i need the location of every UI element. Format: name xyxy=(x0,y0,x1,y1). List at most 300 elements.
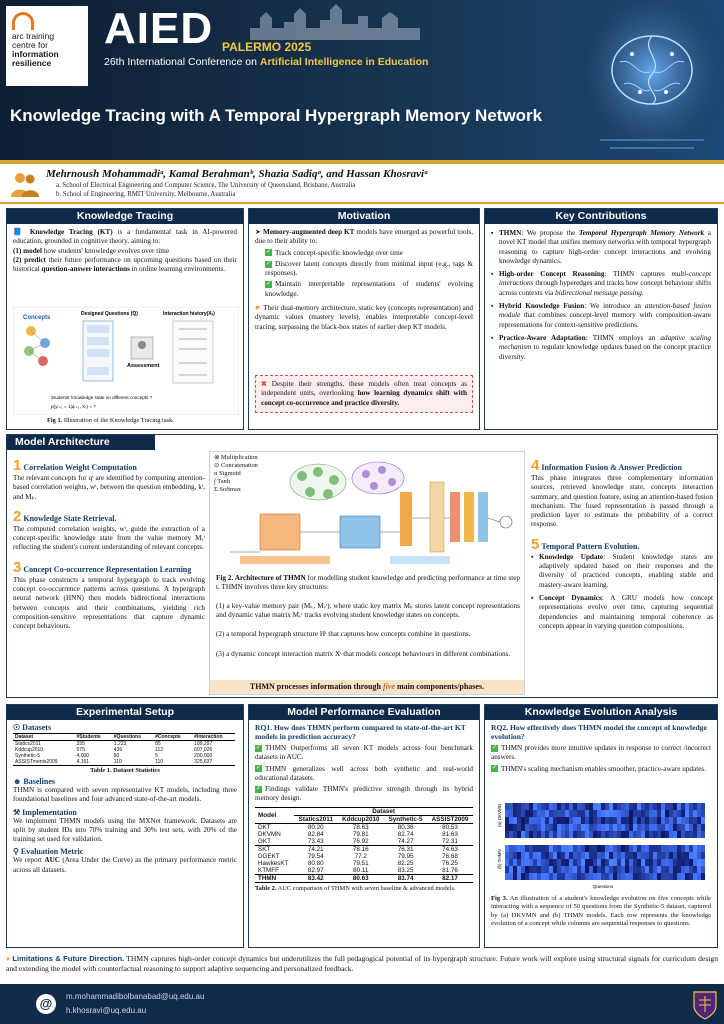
heatmap-cell xyxy=(689,831,693,838)
table2-caption xyxy=(249,883,479,895)
fig2-caption-rest: for modelling student knowledge and predicting performance at time step t. THMN involves three key structures: xyxy=(216,574,520,592)
table-cell: 83.25 xyxy=(397,866,414,874)
heatmap-a xyxy=(505,803,705,838)
heatmap-cell xyxy=(541,817,545,824)
heatmap-cell xyxy=(661,817,665,824)
heatmap-cell xyxy=(541,866,545,873)
email-link-2[interactable]: h.khosravi@uq.edu.au xyxy=(66,1006,147,1015)
limitations-body: THMN captures high-order concept dynamics but underutilizes the full pedagogical potential of its hypergraph structure. Future work will explore using structural signals for curriculum design and extending the model with counterfactual reasoning to support adaptive sequencing and personalized feedback. xyxy=(6,954,718,973)
heatmap-cell xyxy=(565,831,569,838)
table-cell: 82.97 xyxy=(307,866,324,874)
heatmap-cell xyxy=(673,845,677,852)
step-4-text: This phase integrates three complementary information sources, retrieved knowledge state, concepts interaction summary, and question feature, using an attention-based fusion mechanism. The fused representation is passed through a prediction layer to estimate the probability of a correct response. xyxy=(531,474,713,529)
heatmap-cell xyxy=(673,803,677,810)
heatmap-cell xyxy=(697,824,701,831)
heatmap-cell xyxy=(553,859,557,866)
table-cell: 4,000 xyxy=(76,753,90,759)
heatmap-cell xyxy=(549,817,553,824)
heatmap-cell xyxy=(593,824,597,831)
fig1-history-label: Interaction history(Xₜ) xyxy=(163,311,215,317)
kt-item2-end: in online learning environments. xyxy=(129,265,226,274)
email-icon: @ xyxy=(36,994,56,1014)
heatmap-cell xyxy=(653,803,657,810)
heatmap-cell xyxy=(557,824,561,831)
heatmap-cell xyxy=(697,845,701,852)
heatmap-cell xyxy=(541,873,545,880)
heatmap-cell xyxy=(505,831,509,838)
table-cell: DKT xyxy=(258,823,271,831)
heatmap-cell xyxy=(517,866,521,873)
heatmap-cell xyxy=(549,852,553,859)
heatmap-cell xyxy=(673,873,677,880)
heatmap-cell xyxy=(573,817,577,824)
heatmap-cell xyxy=(553,824,557,831)
heatmap-cell xyxy=(545,824,549,831)
fig3-caption xyxy=(491,895,711,929)
heatmap-cell xyxy=(693,852,697,859)
table-cell: Synthetic-5 xyxy=(15,753,41,759)
fig1-caption-text: Illustration of the Knowledge Tracing task. xyxy=(62,417,174,424)
heatmap-cell xyxy=(609,873,613,880)
heatmap-cell xyxy=(665,866,669,873)
sigmoid-icon: σ xyxy=(214,470,218,477)
heatmap-cell xyxy=(677,873,681,880)
heatmap-cell xyxy=(565,810,569,817)
heatmap-cell xyxy=(521,845,525,852)
heatmap-cell xyxy=(581,817,585,824)
heatmap-cell xyxy=(669,817,673,824)
heatmap-cell xyxy=(661,866,665,873)
heatmap-cell xyxy=(681,852,685,859)
implementation-text: We implement THMN models using the MXNet framework. Datasets are split by student IDs into 70% training and 30% test sets, with 20% of the training set used for validation. xyxy=(13,816,237,844)
table-cell: 74.21 xyxy=(307,845,324,853)
contribution-4-b: to regulate knowledge updates based on the concept practice diversity. xyxy=(499,343,711,361)
heatmap-cell xyxy=(609,810,613,817)
authors-bar xyxy=(0,160,724,204)
heatmap-cell xyxy=(685,852,689,859)
step-1-title xyxy=(13,457,205,474)
section-title-key-contributions: Key Contributions xyxy=(485,209,717,224)
heatmap-cell xyxy=(521,873,525,880)
heatmap-cell xyxy=(677,803,681,810)
heatmap-cell xyxy=(537,845,541,852)
section-title-knowledge-evolution: Knowledge Evolution Analysis xyxy=(485,705,717,720)
heatmap-cell xyxy=(665,831,669,838)
heatmap-cell xyxy=(697,817,701,824)
heatmap-cell xyxy=(701,845,705,852)
heatmap-cell xyxy=(681,845,685,852)
step-4-title-text: Information Fusion & Answer Prediction xyxy=(541,463,682,472)
heatmap-cell xyxy=(677,810,681,817)
check-icon xyxy=(265,281,272,288)
heatmap-cell xyxy=(525,810,529,817)
heatmap-cell xyxy=(513,810,517,817)
col-header: #Concepts xyxy=(155,734,181,740)
heatmap-cell xyxy=(621,824,625,831)
heatmap-cell xyxy=(621,845,625,852)
heatmap-cell xyxy=(541,845,545,852)
heatmap-cell xyxy=(641,859,645,866)
heatmap-cell xyxy=(529,817,533,824)
heatmap-cell xyxy=(685,845,689,852)
fig2-structure-1: (1) a key-value memory pair (Mₖ, Mᵥᵗ), where static key matrix Mₖ stores latent concept representations and dynamic value matrix Mᵥᵗ tracks evolving student knowledge states on concepts. xyxy=(216,602,520,620)
heatmap-cell xyxy=(565,845,569,852)
step-5-bullet-2 xyxy=(531,594,713,631)
heatmap-cell xyxy=(569,845,573,852)
col-header-model: Model xyxy=(258,811,277,819)
table-cell: 81.76 xyxy=(442,866,458,874)
heatmap-cell xyxy=(565,866,569,873)
heatmap-cell xyxy=(697,831,701,838)
heatmap-cell xyxy=(541,803,545,810)
heatmap-cell xyxy=(573,866,577,873)
motivation-intro-bold: Memory-augmented deep KT xyxy=(263,228,355,236)
heatmap-cell xyxy=(641,852,645,859)
heatmap-cell xyxy=(633,873,637,880)
heatmap-cell xyxy=(609,866,613,873)
step-5-bullet-1 xyxy=(531,553,713,590)
heatmap-cell xyxy=(537,831,541,838)
heatmap-cell xyxy=(669,803,673,810)
heatmap-cell xyxy=(613,852,617,859)
contribution-3-a: : We introduce an xyxy=(584,302,645,311)
heatmap-cell xyxy=(677,852,681,859)
heatmap-cell xyxy=(609,817,613,824)
heatmap-cell xyxy=(569,810,573,817)
motivation-check-2 xyxy=(249,258,479,279)
heatmap-cell xyxy=(513,803,517,810)
heatmap-cell xyxy=(561,817,565,824)
experimental-setup-panel xyxy=(6,704,244,948)
heatmap-cell xyxy=(701,803,705,810)
step-5-bullet-1-bold: Knowledge Update xyxy=(539,552,604,561)
heatmap-cell xyxy=(561,873,565,880)
heatmap-cell xyxy=(657,831,661,838)
heatmap-cell xyxy=(697,859,701,866)
heatmap-cell xyxy=(685,831,689,838)
heatmap-cell xyxy=(581,810,585,817)
heatmap-cell xyxy=(593,866,597,873)
table-cell: 83.42 xyxy=(307,874,324,882)
heatmap-cell xyxy=(565,852,569,859)
heatmap-cell xyxy=(549,803,553,810)
heatmap-cell xyxy=(513,859,517,866)
heatmap-cell xyxy=(521,810,525,817)
step-1-number: 1 xyxy=(13,457,22,474)
table-cell: 82.17 xyxy=(442,874,458,882)
heatmap-cell xyxy=(593,803,597,810)
heatmap-cell xyxy=(601,803,605,810)
heatmap-cell xyxy=(657,824,661,831)
heatmap-cell xyxy=(605,817,609,824)
heatmap-cell xyxy=(657,852,661,859)
limitations-text xyxy=(6,954,718,973)
heatmap-cell xyxy=(665,859,669,866)
heatmap-cell xyxy=(589,831,593,838)
heatmap-cell xyxy=(521,824,525,831)
heatmap-cell xyxy=(609,824,613,831)
email-link-1[interactable]: m.mohammadibolbanabad@uq.edu.au xyxy=(66,992,205,1001)
arrow-icon: ➤ xyxy=(255,228,262,236)
heatmap-cell xyxy=(521,866,525,873)
evaluation-text-bold: AUC xyxy=(44,856,60,865)
heatmap-cell xyxy=(565,817,569,824)
heatmap-cell xyxy=(633,824,637,831)
table-cell: 200,000 xyxy=(194,753,213,759)
heatmap-cell xyxy=(689,873,693,880)
heatmap-cell xyxy=(585,824,589,831)
five-components-banner xyxy=(210,680,524,694)
heatmap-cell xyxy=(557,873,561,880)
heatmap-cell xyxy=(661,859,665,866)
heatmap-cell xyxy=(601,831,605,838)
heatmap-cell xyxy=(653,824,657,831)
contribution-1-bold: THMN xyxy=(499,229,522,237)
heatmap-cell xyxy=(697,866,701,873)
col-header: Dataset xyxy=(15,734,34,740)
heatmap-cell xyxy=(577,845,581,852)
heatmap-cell xyxy=(521,852,525,859)
heatmap-cell xyxy=(521,803,525,810)
heatmap-cell xyxy=(649,810,653,817)
heatmap-cell xyxy=(617,852,621,859)
heatmap-cell xyxy=(517,831,521,838)
col-header: ASSIST2009 xyxy=(431,815,469,823)
heatmap-cell xyxy=(541,810,545,817)
model-architecture-panel xyxy=(6,434,718,698)
heatmap-cell xyxy=(525,859,529,866)
heatmap-cell xyxy=(561,831,565,838)
section-title-knowledge-tracing: Knowledge Tracing xyxy=(7,209,243,224)
evaluation-text xyxy=(13,856,237,875)
heatmap-cell xyxy=(649,859,653,866)
heatmap-cell xyxy=(681,824,685,831)
heatmap-cell xyxy=(521,831,525,838)
step-3-text: This phase constructs a temporal hypergraph to track evolving concept co-occurrence patterns across questions. A hypergraph neural network (HNN) then models bidirectional interactions between concepts and their combinations, yielding rich composition-sensitive representations that capture dynamic concept behaviours. xyxy=(13,575,205,631)
heatmap-cell xyxy=(629,803,633,810)
col-header: Statics2011 xyxy=(298,815,333,823)
table-row xyxy=(255,845,473,853)
heatmap-cell xyxy=(617,824,621,831)
check-icon xyxy=(491,745,498,752)
heatmap-cell xyxy=(665,873,669,880)
megaphone-icon: ♦ xyxy=(6,954,11,963)
heatmap-cell xyxy=(633,803,637,810)
heatmap-cell xyxy=(593,817,597,824)
heatmap-cell xyxy=(525,873,529,880)
heatmap-cell xyxy=(617,845,621,852)
heatmap-cell xyxy=(545,803,549,810)
heatmap-cell xyxy=(637,817,641,824)
perf-check-2-text: THMN generalizes well across both synthetic and real-world educational datasets. xyxy=(255,764,473,782)
table-cell: 575 xyxy=(76,747,85,753)
legend-label: Tanh xyxy=(217,478,230,485)
kt-item1-rest: how students' knowledge evolves over time xyxy=(41,246,170,255)
step-5-bullet-2-bold: Concept Dynamics xyxy=(539,593,602,602)
heatmap-cell xyxy=(561,810,565,817)
heatmap-cell xyxy=(653,831,657,838)
heatmap-cell xyxy=(577,852,581,859)
heatmap-cell xyxy=(645,852,649,859)
heatmap-cell xyxy=(529,831,533,838)
heatmap-cell xyxy=(697,873,701,880)
table-cell: 76.31 xyxy=(397,845,414,853)
heatmap-cell xyxy=(597,873,601,880)
model-performance-panel xyxy=(248,704,480,948)
heatmap-cell xyxy=(505,852,509,859)
heatmap-cell xyxy=(669,866,673,873)
heatmap-cell xyxy=(505,845,509,852)
heatmap-cell xyxy=(577,873,581,880)
heatmap-cell xyxy=(685,859,689,866)
perf-check-3 xyxy=(255,785,473,804)
heatmap-cell xyxy=(681,873,685,880)
heatmap-cell xyxy=(697,810,701,817)
heatmap-cell xyxy=(581,845,585,852)
step-4-number: 4 xyxy=(531,457,540,474)
perf-check-3-text: Findings validate THMN's predictive strength through its hybrid memory design. xyxy=(255,785,473,803)
heatmap-cell xyxy=(561,845,565,852)
heatmap-cell xyxy=(689,845,693,852)
fig1-designed-label: Designed Questions (Q) xyxy=(81,311,138,317)
heatmap-cell xyxy=(605,824,609,831)
logo-text-4: resilience xyxy=(12,58,52,68)
kt-intro-rest: is a fundamental task in AI-powered education, grounded in cognitive theory, aiming to: xyxy=(13,228,238,246)
heatmap-cell xyxy=(661,873,665,880)
heatmap-cell xyxy=(529,866,533,873)
heatmap-cell xyxy=(601,810,605,817)
contribution-1-b: a novel KT model that unifies memory networks with temporal hypergraph reasoning to capture high-order concept interactions and evolving knowledge dynamics. xyxy=(499,229,711,265)
step-1-title-text: Correlation Weight Computation xyxy=(23,463,137,472)
table-cell: 74.63 xyxy=(442,845,458,853)
heatmap-cell xyxy=(625,859,629,866)
arc-logo-icon xyxy=(12,12,34,30)
heatmap-cell xyxy=(577,810,581,817)
heatmap-cell xyxy=(553,873,557,880)
heatmap-cell xyxy=(601,824,605,831)
heatmap-cell xyxy=(533,866,537,873)
perf-check-2 xyxy=(255,765,473,784)
fig1-assessment-label: Assessment xyxy=(127,363,160,369)
heatmap-cell xyxy=(653,859,657,866)
heatmap-cell xyxy=(625,817,629,824)
heatmap-cell xyxy=(577,859,581,866)
heatmap-cell xyxy=(673,817,677,824)
table-cell: 76.68 xyxy=(442,852,458,860)
table-cell: 78.63 xyxy=(352,823,369,831)
heatmap-cell xyxy=(509,859,513,866)
heatmap-cell xyxy=(621,817,625,824)
heatmap-cell xyxy=(625,803,629,810)
heatmap-cell xyxy=(613,859,617,866)
arch-center xyxy=(209,451,525,695)
heatmap-cell xyxy=(689,866,693,873)
heatmap-cell xyxy=(557,845,561,852)
heatmap-cell xyxy=(593,859,597,866)
table-row xyxy=(255,853,473,860)
ai-brain-illustration xyxy=(580,0,724,160)
heatmap-cell xyxy=(529,852,533,859)
heatmap-cell xyxy=(629,824,633,831)
heatmap-cell xyxy=(585,859,589,866)
heatmap-cell xyxy=(529,824,533,831)
heatmap-cell xyxy=(517,873,521,880)
heatmap-cell xyxy=(669,824,673,831)
implementation-heading xyxy=(13,808,237,817)
heatmap-cell xyxy=(541,824,545,831)
key-contributions-panel xyxy=(484,208,718,430)
knowledge-heatmap-figure xyxy=(493,801,709,891)
heatmap-cell xyxy=(557,817,561,824)
heatmap-cell xyxy=(605,831,609,838)
heatmap-cell xyxy=(525,852,529,859)
step-1-text: The relevant concepts for qᵗ are identified by computing attention-based correlation weights, wᵗ, between the question embedding, kᵗ, and Mₖ. xyxy=(13,474,205,501)
heatmap-cell xyxy=(637,866,641,873)
heatmap-b-label: (b) THMN xyxy=(497,849,502,869)
heatmap-cell xyxy=(625,824,629,831)
heatmap-cell xyxy=(657,873,661,880)
table-cell: 72.31 xyxy=(442,837,458,845)
heatmap-cell xyxy=(625,810,629,817)
heatmap-cell xyxy=(557,831,561,838)
motivation-warning xyxy=(255,375,473,413)
heatmap-cell xyxy=(665,817,669,824)
heatmap-cell xyxy=(621,810,625,817)
heatmap-cell xyxy=(677,817,681,824)
contribution-2-em: multi-concept interactions xyxy=(499,270,711,288)
heatmap-cell xyxy=(553,866,557,873)
heatmap-x-label: Questions xyxy=(592,884,614,889)
banner-text-em: five xyxy=(382,682,395,691)
conference-place: PALERMO 2025 xyxy=(222,40,312,54)
heatmap-cell xyxy=(609,831,613,838)
poster-header xyxy=(0,0,724,160)
heatmap-cell xyxy=(533,831,537,838)
kea-check-1-text: THMN provides more intuitive updates in response to correct /incorrect answers. xyxy=(491,744,711,762)
heatmap-a-label: (a) DKVMN xyxy=(497,803,502,827)
heatmap-cell xyxy=(517,845,521,852)
heatmap-cell xyxy=(629,810,633,817)
heatmap-cell xyxy=(661,824,665,831)
contribution-1-a: : We propose the xyxy=(521,229,580,237)
table2-caption-text: AUC comparison of THMN with seven baseline & advanced models. xyxy=(276,884,456,892)
heatmap-cell xyxy=(573,852,577,859)
step-5-title-text: Temporal Pattern Evolution. xyxy=(541,541,640,551)
contact-footer xyxy=(0,984,724,1024)
kt-task-figure xyxy=(13,307,239,415)
table-cell: 79.95 xyxy=(397,852,414,860)
heatmap-cell xyxy=(573,810,577,817)
heatmap-cell xyxy=(621,866,625,873)
poster-title: Knowledge Tracing with A Temporal Hypergraph Memory Network xyxy=(10,106,543,125)
heatmap-cell xyxy=(581,852,585,859)
heatmap-cell xyxy=(537,859,541,866)
table-cell: 79.51 xyxy=(352,859,369,867)
table-cell: SKT xyxy=(258,845,271,853)
heatmap-cell xyxy=(549,859,553,866)
kt-item1-bold: (1) model xyxy=(13,246,42,255)
heatmap-cell xyxy=(573,824,577,831)
heatmap-cell xyxy=(661,852,665,859)
heatmap-cell xyxy=(693,866,697,873)
heatmap-cell xyxy=(533,859,537,866)
heatmap-cell xyxy=(509,824,513,831)
table-row xyxy=(255,838,473,846)
table-cell: 80.20 xyxy=(307,823,324,831)
heatmap-cell xyxy=(509,866,513,873)
heatmap-cell xyxy=(529,873,533,880)
step-2-number: 2 xyxy=(13,507,22,525)
